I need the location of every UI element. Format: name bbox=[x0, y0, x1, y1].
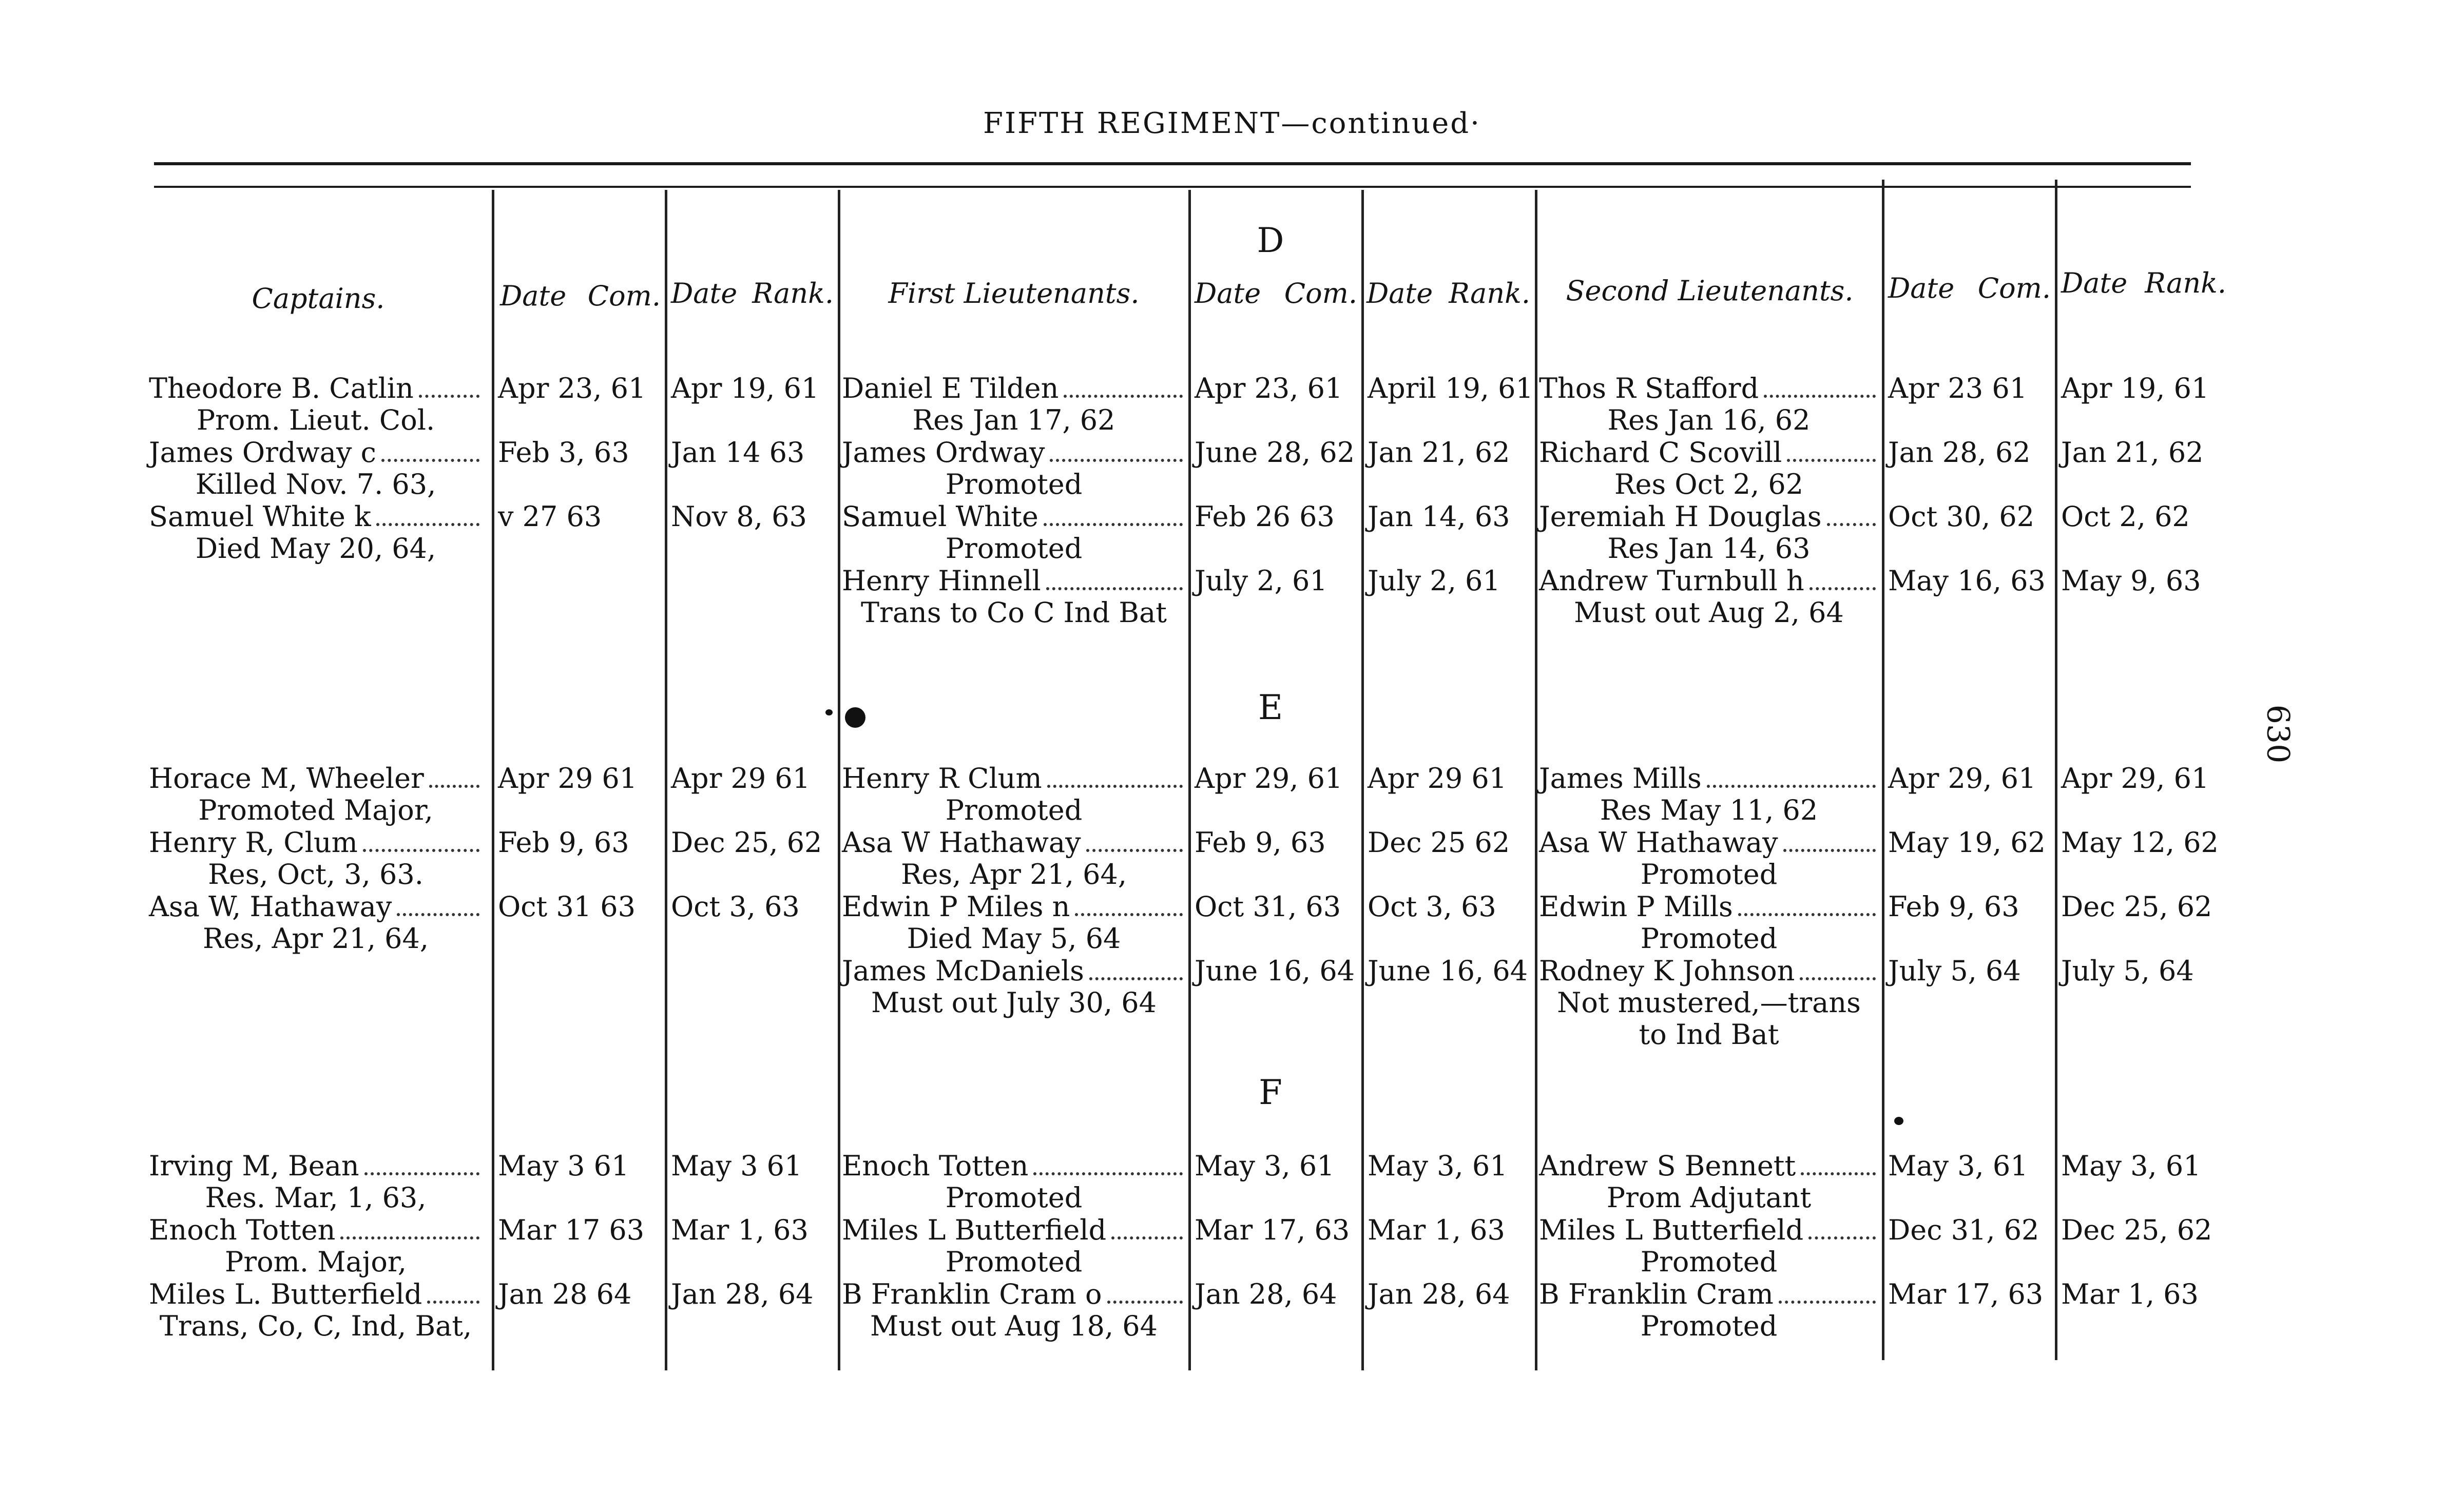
captain-note: Trans, Co, C, Ind, Bat, bbox=[159, 1310, 472, 1342]
second-lieutenant-name: Andrew S Bennett bbox=[1539, 1150, 1796, 1182]
captain-date-com: Feb 3, 63 bbox=[498, 436, 629, 469]
captain-name: Horace M, Wheeler bbox=[149, 762, 424, 795]
first-lieutenant-name: James Ordway bbox=[842, 436, 1045, 469]
column-divider bbox=[1361, 190, 1364, 1370]
header-com: Com. bbox=[1977, 272, 2051, 304]
second-lieutenant-name-line bbox=[1539, 436, 1879, 470]
second-lieutenant-name: Thos R Stafford bbox=[1539, 372, 1759, 404]
captain-date-com: Mar 17 63 bbox=[498, 1214, 645, 1246]
second-lieutenant-date-rank: Dec 25, 62 bbox=[2061, 890, 2212, 923]
header-date: Date bbox=[1366, 277, 1433, 309]
first-lieutenant-name-line bbox=[842, 500, 1186, 534]
header-rule-thin bbox=[154, 186, 2191, 188]
dot-leader bbox=[429, 785, 479, 788]
first-lieutenant-date-rank: Oct 3, 63 bbox=[1368, 890, 1496, 923]
captain-name: Enoch Totten bbox=[149, 1214, 336, 1246]
captain-name-line bbox=[149, 500, 483, 534]
ink-blot bbox=[825, 709, 833, 715]
second-lieutenant-note: Res Jan 16, 62 bbox=[1607, 404, 1811, 436]
dot-leader bbox=[1738, 913, 1876, 916]
first-lieutenant-name-line bbox=[842, 1278, 1186, 1312]
captain-name-line bbox=[149, 1150, 483, 1184]
captain-note: Killed Nov. 7. 63, bbox=[195, 468, 436, 500]
column-divider bbox=[1535, 190, 1537, 1370]
first-lieutenant-name: Enoch Totten bbox=[842, 1150, 1029, 1182]
captain-date-rank: Jan 14 63 bbox=[671, 436, 805, 469]
dot-leader bbox=[1050, 459, 1183, 462]
second-lieutenant-name: Miles L Butterfield bbox=[1539, 1214, 1804, 1246]
second-lieutenant-name: James Mills bbox=[1539, 762, 1702, 795]
dot-leader bbox=[1075, 913, 1183, 916]
header-date: Date bbox=[671, 277, 738, 309]
first-lieutenant-date-rank: April 19, 61 bbox=[1368, 372, 1533, 404]
dot-leader bbox=[1800, 977, 1876, 980]
captain-date-rank: Apr 29 61 bbox=[671, 762, 811, 795]
first-lieutenant-date-com: July 2, 61 bbox=[1195, 565, 1327, 597]
second-lieutenant-date-rank: Apr 29, 61 bbox=[2061, 762, 2209, 795]
first-lieutenant-date-rank: Dec 25 62 bbox=[1368, 826, 1510, 859]
first-lieutenant-note: Promoted bbox=[945, 468, 1083, 500]
column-divider bbox=[1188, 190, 1191, 1370]
first-lieutenant-date-com: June 16, 64 bbox=[1195, 955, 1355, 987]
first-lieutenant-date-com: Apr 23, 61 bbox=[1195, 372, 1343, 404]
header-date-rank-second bbox=[2059, 267, 2228, 303]
dot-leader bbox=[1047, 785, 1183, 788]
column-divider bbox=[665, 190, 667, 1370]
second-lieutenant-date-rank: Apr 19, 61 bbox=[2061, 372, 2209, 404]
first-lieutenant-date-com: Apr 29, 61 bbox=[1195, 762, 1343, 795]
page-title: FIFTH REGIMENT—continued· bbox=[983, 107, 1481, 140]
first-lieutenant-date-com: Feb 9, 63 bbox=[1195, 826, 1326, 859]
first-lieutenant-note: Res, Apr 21, 64, bbox=[900, 858, 1127, 890]
dot-leader bbox=[1033, 1172, 1183, 1175]
second-lieutenant-name-line bbox=[1539, 955, 1879, 989]
first-lieutenant-name-line bbox=[842, 1150, 1186, 1184]
second-lieutenant-date-rank: Mar 1, 63 bbox=[2061, 1278, 2199, 1310]
first-lieutenant-name: B Franklin Cram o bbox=[842, 1278, 1102, 1310]
header-rank: Rank. bbox=[1449, 277, 1530, 309]
second-lieutenant-name-line bbox=[1539, 1214, 1879, 1248]
captain-name: Irving M, Bean bbox=[149, 1150, 359, 1182]
first-lieutenant-note: Promoted bbox=[945, 1181, 1083, 1214]
captain-name: Samuel White k bbox=[149, 500, 371, 533]
dot-leader bbox=[1827, 523, 1876, 526]
second-lieutenant-name: Rodney K Johnson bbox=[1539, 955, 1795, 987]
first-lieutenant-date-rank: Mar 1, 63 bbox=[1368, 1214, 1505, 1246]
second-lieutenant-date-rank: May 3, 61 bbox=[2061, 1150, 2201, 1182]
captain-note: Promoted Major, bbox=[198, 794, 433, 826]
captain-date-rank: Dec 25, 62 bbox=[671, 826, 822, 859]
second-lieutenant-note: Promoted bbox=[1640, 922, 1778, 955]
dot-leader bbox=[381, 459, 479, 462]
first-lieutenant-name-line bbox=[842, 1214, 1186, 1248]
dot-leader bbox=[1089, 977, 1183, 980]
captain-name-line bbox=[149, 890, 483, 924]
captain-name: Miles L. Butterfield bbox=[149, 1278, 422, 1310]
dot-leader bbox=[1810, 587, 1876, 590]
second-lieutenant-date-rank: Oct 2, 62 bbox=[2061, 500, 2190, 533]
first-lieutenant-note: Promoted bbox=[945, 532, 1083, 565]
dot-leader bbox=[376, 523, 479, 526]
dot-leader bbox=[419, 395, 479, 398]
header-date-rank-captains bbox=[669, 277, 836, 313]
first-lieutenant-note: Died May 5, 64 bbox=[907, 922, 1121, 955]
dot-leader bbox=[1044, 523, 1183, 526]
page-number: 630 bbox=[2260, 704, 2296, 764]
header-com: Com. bbox=[587, 280, 661, 312]
captain-date-com: Jan 28 64 bbox=[498, 1278, 632, 1310]
captain-date-rank: Jan 28, 64 bbox=[671, 1278, 814, 1310]
second-lieutenant-date-com: Feb 9, 63 bbox=[1888, 890, 2019, 923]
first-lieutenant-note: Promoted bbox=[945, 794, 1083, 826]
captain-name-line bbox=[149, 1278, 483, 1312]
first-lieutenant-note: Res Jan 17, 62 bbox=[912, 404, 1115, 436]
dot-leader bbox=[427, 1301, 479, 1304]
first-lieutenant-date-rank: Jan 14, 63 bbox=[1368, 500, 1510, 533]
dot-leader bbox=[1107, 1301, 1183, 1304]
first-lieutenant-date-com: May 3, 61 bbox=[1195, 1150, 1335, 1182]
second-lieutenant-note: Promoted bbox=[1640, 858, 1778, 890]
second-lieutenant-name: Jeremiah H Douglas bbox=[1539, 500, 1822, 533]
first-lieutenant-date-com: June 28, 62 bbox=[1195, 436, 1355, 469]
captain-date-rank: Apr 19, 61 bbox=[671, 372, 819, 404]
dot-leader bbox=[1046, 587, 1183, 590]
first-lieutenant-name: James McDaniels bbox=[842, 955, 1084, 987]
header-date: Date bbox=[1888, 272, 1955, 304]
first-lieutenant-date-com: Mar 17, 63 bbox=[1195, 1214, 1350, 1246]
dot-leader bbox=[340, 1236, 479, 1239]
header-date-com-first bbox=[1192, 277, 1359, 313]
company-letter-d: D bbox=[1257, 221, 1284, 260]
first-lieutenant-name: Daniel E Tilden bbox=[842, 372, 1059, 404]
second-lieutenant-note: Promoted bbox=[1640, 1310, 1778, 1342]
second-lieutenant-date-com: July 5, 64 bbox=[1888, 955, 2021, 987]
second-lieutenant-note: Must out Aug 2, 64 bbox=[1574, 596, 1844, 629]
second-lieutenant-date-com: May 3, 61 bbox=[1888, 1150, 2028, 1182]
first-lieutenant-note: Must out Aug 18, 64 bbox=[870, 1310, 1158, 1342]
header-date: Date bbox=[2061, 267, 2128, 299]
captain-date-rank: May 3 61 bbox=[671, 1150, 802, 1182]
dot-leader bbox=[1779, 1301, 1876, 1304]
second-lieutenant-date-com: Oct 30, 62 bbox=[1888, 500, 2035, 533]
first-lieutenant-note: Trans to Co C Ind Bat bbox=[861, 596, 1167, 629]
first-lieutenant-name: Henry R Clum bbox=[842, 762, 1042, 795]
captain-name: Theodore B. Catlin bbox=[149, 372, 414, 404]
captain-note: Res, Oct, 3, 63. bbox=[208, 858, 424, 890]
column-divider bbox=[1882, 180, 1884, 1360]
captain-name-line bbox=[149, 762, 483, 796]
dot-leader bbox=[364, 1172, 479, 1175]
second-lieutenant-date-com: Dec 31, 62 bbox=[1888, 1214, 2039, 1246]
captain-note: Prom. Major, bbox=[225, 1246, 407, 1278]
header-first-lieutenants: First Lieutenants. bbox=[888, 277, 1140, 309]
first-lieutenant-name-line bbox=[842, 826, 1186, 860]
dot-leader bbox=[1801, 1172, 1876, 1175]
second-lieutenant-date-rank: May 9, 63 bbox=[2061, 565, 2201, 597]
dot-leader bbox=[1111, 1236, 1183, 1239]
captain-date-com: Oct 31 63 bbox=[498, 890, 636, 923]
second-lieutenant-date-rank: July 5, 64 bbox=[2061, 955, 2194, 987]
second-lieutenant-name-line bbox=[1539, 565, 1879, 598]
dot-leader bbox=[1787, 459, 1876, 462]
first-lieutenant-date-rank: Jan 28, 64 bbox=[1368, 1278, 1510, 1310]
second-lieutenant-note: Prom Adjutant bbox=[1606, 1181, 1812, 1214]
second-lieutenant-name: Edwin P Mills bbox=[1539, 890, 1733, 923]
captain-name-line bbox=[149, 1214, 483, 1248]
first-lieutenant-date-rank: July 2, 61 bbox=[1368, 565, 1500, 597]
header-rank: Rank. bbox=[2145, 267, 2226, 299]
header-rank: Rank. bbox=[752, 277, 834, 309]
second-lieutenant-date-rank: Dec 25, 62 bbox=[2061, 1214, 2212, 1246]
header-date-com-captains bbox=[496, 280, 663, 316]
dot-leader bbox=[1086, 849, 1183, 852]
header-date-com-second bbox=[1886, 272, 2053, 308]
header-date: Date bbox=[500, 280, 567, 312]
second-lieutenant-note: Res May 11, 62 bbox=[1600, 794, 1818, 826]
column-divider bbox=[2055, 180, 2057, 1360]
second-lieutenant-name-line bbox=[1539, 500, 1879, 534]
captain-date-com: v 27 63 bbox=[498, 500, 602, 533]
first-lieutenant-name: Samuel White bbox=[842, 500, 1038, 533]
second-lieutenant-name-line bbox=[1539, 826, 1879, 860]
first-lieutenant-name-line bbox=[842, 565, 1186, 598]
dot-leader bbox=[1707, 785, 1876, 788]
first-lieutenant-date-rank: May 3, 61 bbox=[1368, 1150, 1508, 1182]
second-lieutenant-date-com: Apr 29, 61 bbox=[1888, 762, 2036, 795]
second-lieutenant-note-continued: to Ind Bat bbox=[1639, 1018, 1779, 1051]
company-letter-f: F bbox=[1259, 1073, 1282, 1112]
captain-name: James Ordway c bbox=[149, 436, 376, 469]
header-captains: Captains. bbox=[252, 282, 385, 315]
header-date: Date bbox=[1195, 277, 1261, 309]
second-lieutenant-name: Andrew Turnbull h bbox=[1539, 565, 1804, 597]
first-lieutenant-date-rank: Apr 29 61 bbox=[1368, 762, 1507, 795]
captain-name: Asa W, Hathaway bbox=[149, 890, 392, 923]
first-lieutenant-name: Henry Hinnell bbox=[842, 565, 1041, 597]
captain-note: Res. Mar, 1, 63, bbox=[205, 1181, 427, 1214]
first-lieutenant-date-rank: June 16, 64 bbox=[1368, 955, 1528, 987]
second-lieutenant-name: B Franklin Cram bbox=[1539, 1278, 1774, 1310]
dot-leader bbox=[363, 849, 479, 852]
header-date-rank-first bbox=[1365, 277, 1532, 313]
first-lieutenant-name-line bbox=[842, 372, 1186, 406]
captain-date-com: Apr 29 61 bbox=[498, 762, 638, 795]
dot-leader bbox=[1783, 849, 1876, 852]
captain-note: Res, Apr 21, 64, bbox=[202, 922, 429, 955]
captain-name-line bbox=[149, 436, 483, 470]
captain-date-rank: Oct 3, 63 bbox=[671, 890, 800, 923]
ink-blot bbox=[845, 707, 865, 728]
dot-leader bbox=[1808, 1236, 1876, 1239]
first-lieutenant-name-line bbox=[842, 762, 1186, 796]
header-second-lieutenants: Second Lieutenants. bbox=[1566, 275, 1854, 307]
captain-date-rank: Mar 1, 63 bbox=[671, 1214, 808, 1246]
column-divider bbox=[492, 190, 494, 1370]
first-lieutenant-name-line bbox=[842, 436, 1186, 470]
first-lieutenant-note: Promoted bbox=[945, 1246, 1083, 1278]
header-rule bbox=[154, 162, 2191, 165]
captain-date-com: May 3 61 bbox=[498, 1150, 629, 1182]
first-lieutenant-name-line bbox=[842, 955, 1186, 989]
captain-date-com: Apr 23, 61 bbox=[498, 372, 646, 404]
first-lieutenant-name: Edwin P Miles n bbox=[842, 890, 1070, 923]
first-lieutenant-date-com: Feb 26 63 bbox=[1195, 500, 1335, 533]
second-lieutenant-name-line bbox=[1539, 1150, 1879, 1184]
second-lieutenant-name: Asa W Hathaway bbox=[1539, 826, 1778, 859]
first-lieutenant-name: Miles L Butterfield bbox=[842, 1214, 1107, 1246]
company-letter-e: E bbox=[1258, 688, 1283, 727]
second-lieutenant-date-com: May 16, 63 bbox=[1888, 565, 2046, 597]
captain-date-rank: Nov 8, 63 bbox=[671, 500, 807, 533]
second-lieutenant-name-line bbox=[1539, 890, 1879, 924]
second-lieutenant-date-rank: May 12, 62 bbox=[2061, 826, 2219, 859]
second-lieutenant-note: Promoted bbox=[1640, 1246, 1778, 1278]
second-lieutenant-date-com: Apr 23 61 bbox=[1888, 372, 2028, 404]
first-lieutenant-name: Asa W Hathaway bbox=[842, 826, 1081, 859]
dot-leader bbox=[1764, 395, 1876, 398]
second-lieutenant-date-com: Jan 28, 62 bbox=[1888, 436, 2031, 469]
first-lieutenant-date-rank: Jan 21, 62 bbox=[1368, 436, 1510, 469]
captain-note: Prom. Lieut. Col. bbox=[196, 404, 435, 436]
dot-leader bbox=[1064, 395, 1183, 398]
captain-name: Henry R, Clum bbox=[149, 826, 358, 859]
second-lieutenant-name-line bbox=[1539, 1278, 1879, 1312]
ink-blot bbox=[1894, 1117, 1903, 1125]
second-lieutenant-note: Not mustered,—trans bbox=[1557, 986, 1861, 1019]
second-lieutenant-name-line bbox=[1539, 762, 1879, 796]
second-lieutenant-date-rank: Jan 21, 62 bbox=[2061, 436, 2204, 469]
header-com: Com. bbox=[1284, 277, 1357, 309]
captain-name-line bbox=[149, 372, 483, 406]
first-lieutenant-note: Must out July 30, 64 bbox=[871, 986, 1157, 1019]
second-lieutenant-date-com: Mar 17, 63 bbox=[1888, 1278, 2044, 1310]
dot-leader bbox=[397, 913, 479, 916]
second-lieutenant-date-com: May 19, 62 bbox=[1888, 826, 2046, 859]
captain-note: Died May 20, 64, bbox=[195, 532, 436, 565]
column-divider bbox=[838, 190, 840, 1370]
first-lieutenant-date-com: Oct 31, 63 bbox=[1195, 890, 1341, 923]
captain-name-line bbox=[149, 826, 483, 860]
second-lieutenant-note: Res Jan 14, 63 bbox=[1607, 532, 1811, 565]
first-lieutenant-date-com: Jan 28, 64 bbox=[1195, 1278, 1337, 1310]
second-lieutenant-name-line bbox=[1539, 372, 1879, 406]
second-lieutenant-note: Res Oct 2, 62 bbox=[1614, 468, 1804, 500]
first-lieutenant-name-line bbox=[842, 890, 1186, 924]
second-lieutenant-name: Richard C Scovill bbox=[1539, 436, 1782, 469]
captain-date-com: Feb 9, 63 bbox=[498, 826, 629, 859]
